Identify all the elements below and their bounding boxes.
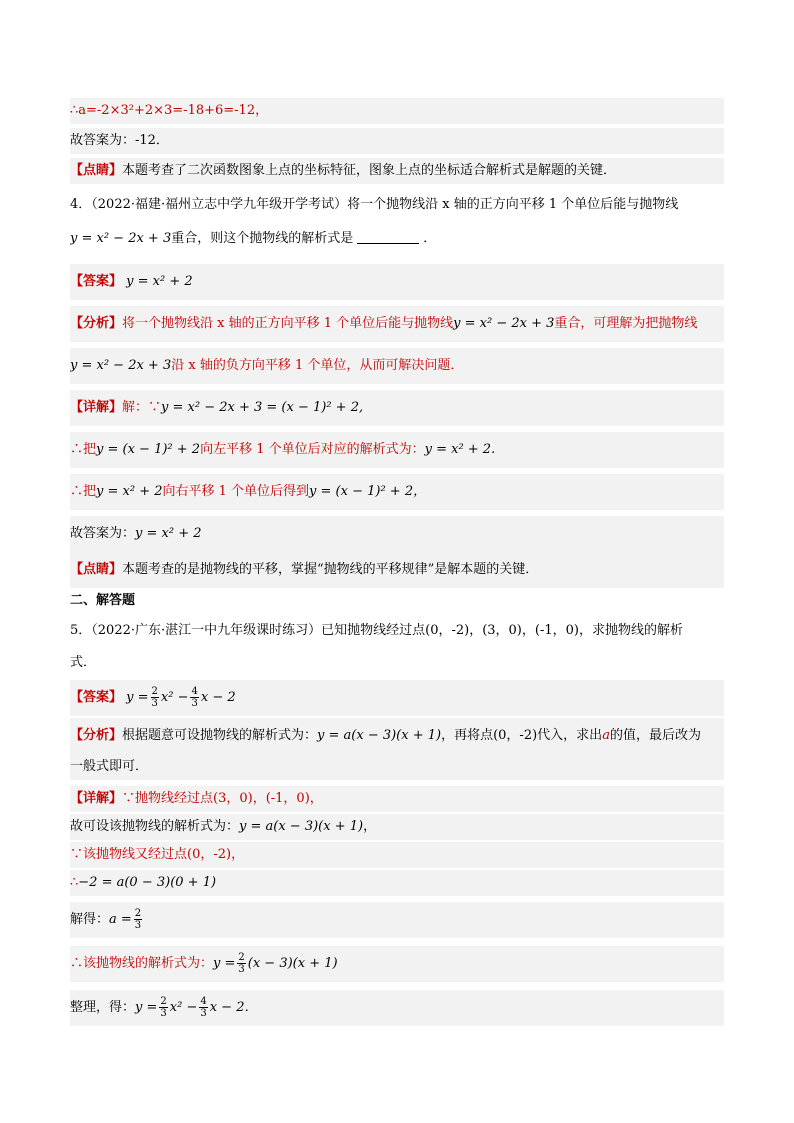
detail-text: 整理，得： [70,1000,136,1015]
analysis-tag: 【分析】 [70,728,123,743]
detail-5-line-6 [70,946,724,982]
answer-text: 故答案为：-12． [70,133,169,148]
math-expression: y = (x − 1)² + 2 [96,442,201,457]
analysis-text: 一般式即可． [70,759,149,774]
detail-5-line-4 [70,870,724,896]
math-expression: x − 2． [209,1000,258,1015]
fraction: $\frac{4}{3}$ [200,996,207,1019]
math-expression: y = a(x − 3)(x + 1) [239,819,364,834]
fraction: $\frac{4}{3}$ [191,686,198,709]
math-expression: x − 2 [200,690,236,705]
analysis-text: 的值，最后改为 [609,728,701,743]
question-5-line-2 [70,650,724,676]
detail-text: ∴ [70,875,79,890]
solution-line [70,98,724,124]
math-expression: y = x² − 2x + 3 [453,316,555,331]
fraction: $\frac{2}{3}$ [134,908,142,931]
analysis-tag: 【分析】 [70,316,123,331]
detail-text: ∴该抛物线的解析式为： [70,956,214,971]
fraction: $\frac{2}{3}$ [238,952,245,975]
question-5-text-cont: 式． [70,655,97,670]
detail-5-line-2 [70,814,724,840]
analysis-text: 根据题意可设抛物线的解析式为： [122,728,318,743]
analysis-text: 重合，可理解为把抛物线 [554,316,698,331]
detail-text: ∵该抛物线又经过点(0，-2)， [70,847,245,862]
detail-4-line-1 [70,390,724,426]
detail-4-line-2 [70,432,724,468]
final-answer-text: 故答案为： [70,526,136,541]
answer-4-expression: y = x² + 2 [126,274,193,289]
tip-tag: 【点睛】 [70,163,123,178]
tip-tag: 【点睛】 [70,562,123,577]
question-4-line-2 [70,226,724,252]
tip-text: 本题考查了二次函数图象上点的坐标特征，图象上点的坐标适合解析式是解题的关键． [122,163,617,178]
detail-5-line-5 [70,902,724,938]
fraction: $\frac{2}{3}$ [160,996,167,1019]
math-expression: y = [213,956,236,971]
detail-5-line-1 [70,786,724,812]
detail-text: ∵抛物线经过点(3，0)，(-1，0)， [122,791,323,806]
math-expression: y = x² + 2 [96,484,163,499]
tip-line [70,158,724,184]
math-expression: a = [109,912,132,927]
detail-text: 解得： [70,912,110,927]
math-expression: y = x² + 2 [135,526,202,541]
math-expression: y = x² − 2x + 3 [70,358,172,373]
detail-tag: 【详解】 [70,791,123,806]
answer-blank [357,229,419,244]
detail-text: ， [363,819,377,834]
question-4-period: ． [423,231,437,246]
section-heading [70,588,724,614]
math-variable: a [602,728,610,743]
analysis-4-line-2 [70,348,724,384]
detail-tag: 【详解】 [70,400,123,415]
fraction: $\frac{2}{3}$ [151,686,158,709]
section-title: 二、解答题 [70,593,136,608]
analysis-5-line-2 [70,754,724,780]
detail-4-line-3 [70,474,724,510]
math-expression: y = x² − 2x + 3 [70,231,172,246]
math-expression: y = a(x − 3)(x + 1) [317,728,442,743]
analysis-5-line-1 [70,718,724,754]
detail-text: ∴把 [70,442,97,457]
math-expression: −2 = a(0 − 3)(0 + 1) [78,875,217,890]
math-expression: x² − [160,690,189,705]
detail-5-line-7 [70,990,724,1026]
answer-5-line [70,680,724,716]
analysis-4-line-1 [70,306,724,342]
answer-line [70,128,724,154]
detail-text: 解：∵ [122,400,162,415]
question-4-line-1 [70,192,724,218]
analysis-text: 将一个抛物线沿 x 轴的正方向平移 1 个单位后能与抛物线 [122,316,454,331]
tip-4-line [70,552,724,588]
question-4-text-cont: 重合，则这个抛物线的解析式是 [171,231,354,246]
math-expression: y = [126,690,149,705]
math-expression: (x − 3)(x + 1) [247,956,338,971]
answer-4-line [70,264,724,300]
final-answer-4-line [70,516,724,552]
question-5-text: 5．（2022·广东·湛江一中九年级课时练习）已知抛物线经过点(0，-2)，(3，0)，(-1，0)，求抛物线的解析 [70,623,683,638]
answer-tag: 【答案】 [70,274,123,289]
math-expression: y = (x − 1)² + 2， [309,484,427,499]
detail-text: 向右平移 1 个单位后得到 [162,484,310,499]
computation-text: ∴a=-2×3²+2×3=-18+6=-12， [70,103,269,118]
math-expression: y = x² − 2x + 3 = (x − 1)² + 2, [161,400,364,415]
tip-text: 本题考查的是抛物线的平移，掌握“抛物线的平移规律”是解本题的关键． [122,562,539,577]
analysis-text: ，再将点(0，-2)代入，求出 [441,728,603,743]
detail-text: 向左平移 1 个单位后对应的解析式为： [200,442,425,457]
detail-text: ∴把 [70,484,97,499]
answer-tag: 【答案】 [70,690,123,705]
question-4-text: 4．（2022·福建·福州立志中学九年级开学考试）将一个抛物线沿 x 轴的正方向平移 1 个单位后能与抛物线 [70,197,679,212]
math-expression: x² − [169,1000,198,1015]
analysis-text: 沿 x 轴的负方向平移 1 个单位，从而可解决问题． [171,358,464,373]
math-expression: y = [135,1000,158,1015]
math-expression: y = x² + 2. [424,442,496,457]
question-5-line-1 [70,618,724,644]
detail-5-line-3 [70,842,724,868]
detail-text: 故可设该抛物线的解析式为： [70,819,240,834]
